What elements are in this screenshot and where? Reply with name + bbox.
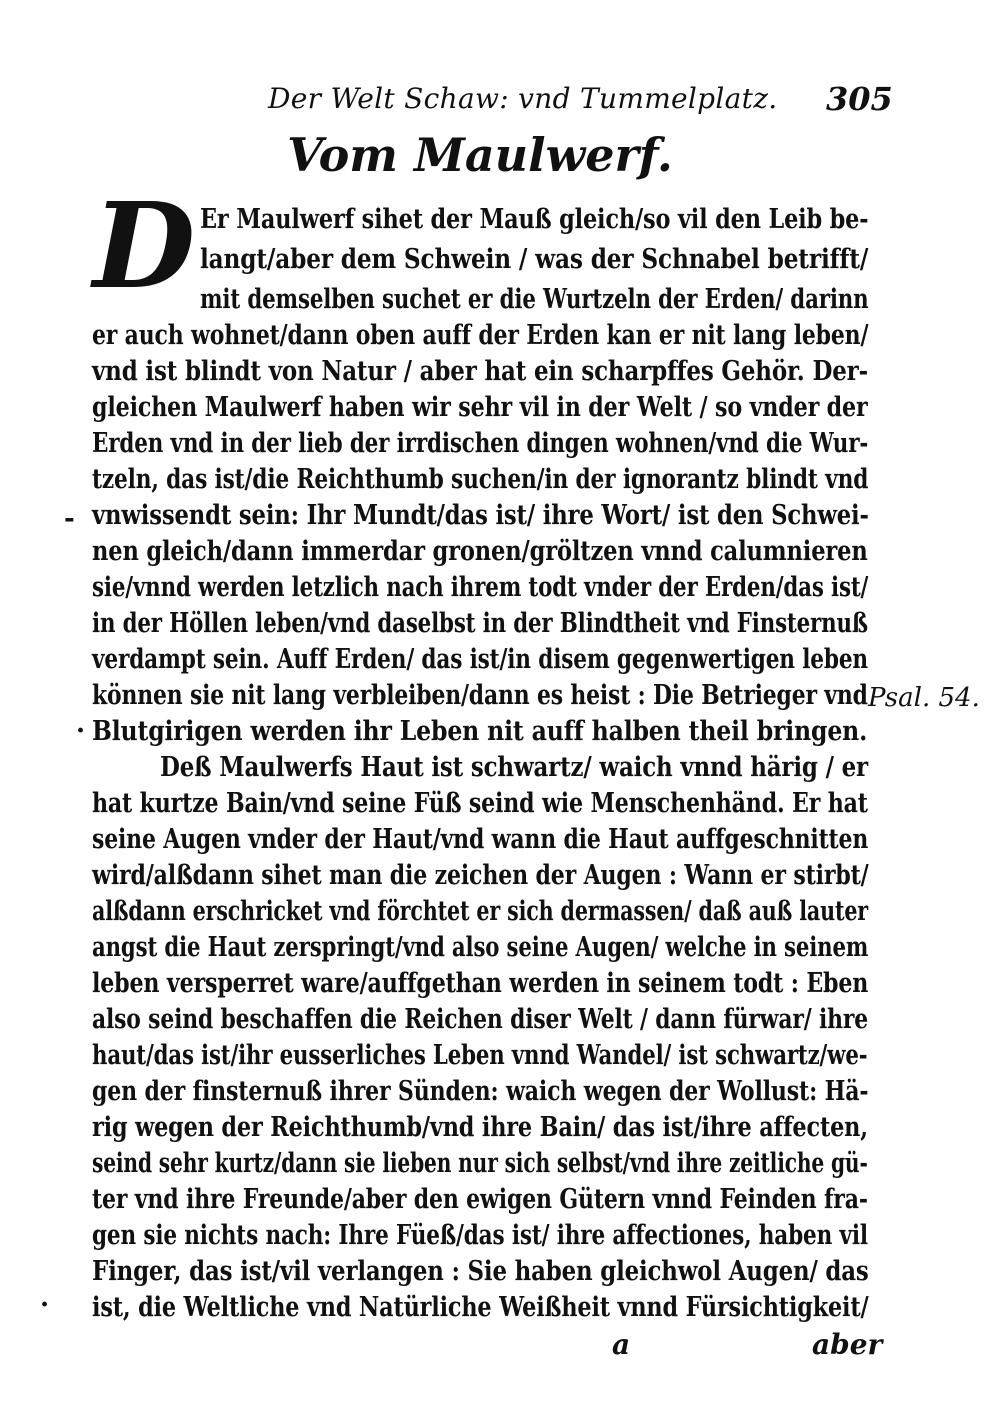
text-line: Erden vnd in der lieb der irrdischen dingen wohnen/vnd die Wur- [92, 427, 869, 459]
text-line: rig wegen der Reichthumb/vnd ihre Bain/ das ist/ihre affecten, [92, 1111, 868, 1143]
text-line: vnd ist blindt von Natur / aber hat ein scharpffes Gehör. Der- [92, 355, 868, 387]
margin-dash-mark: - [64, 504, 75, 534]
catchword: aber [812, 1328, 883, 1361]
chapter-title: Vom Maulwerf. [287, 128, 673, 182]
text-line: seind sehr kurtz/dann sie lieben nur sich selbst/vnd ihre zeitliche gü- [92, 1147, 868, 1179]
text-line: haut/das ist/ihr eusserliches Leben vnnd Wandel/ ist schwartz/we- [92, 1039, 868, 1071]
text-line: leben versperret ware/auffgethan werden in seinem todt : Eben [92, 967, 869, 999]
text-line: mit demselben suchet er die Wurtzeln der Erden/ darinn [200, 283, 869, 315]
text-line: vnwissendt sein: Ihr Mundt/das ist/ ihre Wort/ ist den Schwei- [92, 499, 869, 531]
text-line: Er Maulwerf sihet der Mauß gleich/so vil den Leib be- [200, 203, 869, 235]
drop-cap-initial: D [92, 176, 196, 315]
signature-mark: a [612, 1328, 631, 1361]
text-line: langt/aber dem Schwein / was der Schnabel betrifft/ [200, 243, 869, 275]
text-line: Deß Maulwerfs Haut ist schwartz/ waich vnnd härig / er [160, 751, 868, 783]
text-line: Finger, das ist/vil verlangen : Sie haben gleichwol Augen/ das [92, 1255, 869, 1287]
page-number: 305 [826, 80, 893, 118]
text-line: er auch wohnet/dann oben auff der Erden kan er nit lang leben/ [92, 319, 869, 351]
text-line: Blutgirigen werden ihr Leben nit auff halben theil bringen. [92, 715, 868, 747]
text-line: gleichen Maulwerf haben wir sehr vil in der Welt / so vnder der [92, 391, 868, 423]
text-line: nen gleich/dann immerdar gronen/gröltzen vnnd calumnieren [92, 535, 868, 567]
running-head: Der Welt Schaw: vnd Tummelplatz. [268, 82, 778, 115]
text-line: wird/alßdann sihet man die zeichen der Augen : Wann er stirbt/ [92, 859, 869, 891]
text-line: sie/vnnd werden letzlich nach ihrem todt vnder der Erden/das ist/ [92, 571, 869, 603]
text-line: gen der finsternuß ihrer Sünden: waich wegen der Wollust: Hä- [92, 1075, 869, 1107]
text-line: ist, die Weltliche vnd Natürliche Weißheit vnnd Fürsichtigkeit/ [92, 1291, 869, 1323]
text-line: gen sie nichts nach: Ihre Füeß/das ist/ ihre affectiones, haben vil [92, 1219, 868, 1251]
margin-dot-mark: · [40, 1290, 50, 1320]
text-line: können sie nit lang verbleiben/dann es heist : Die Betrieger vnd [92, 679, 868, 711]
text-line: also seind beschaffen die Reichen diser Welt / dann fürwar/ ihre [92, 1003, 868, 1035]
text-line: hat kurtze Bain/vnd seine Füß seind wie Menschenhänd. Er hat [92, 787, 868, 819]
text-line: tzeln, das ist/die Reichthumb suchen/in der ignorantz blindt vnd [92, 463, 869, 495]
text-line: angst die Haut zerspringt/vnd also seine Augen/ welche in seinem [92, 931, 869, 963]
text-line: alßdann erschricket vnd förchtet er sich dermassen/ daß auß lauter [92, 895, 869, 927]
margin-note-scripture-reference: Psal. 54. [868, 683, 980, 713]
text-line: verdampt sein. Auff Erden/ das ist/in disem gegenwertigen leben [92, 643, 868, 675]
text-line: seine Augen vnder der Haut/vnd wann die Haut auffgeschnitten [92, 823, 869, 855]
text-line: ter vnd ihre Freunde/aber den ewigen Gütern vnnd Feinden fra- [92, 1183, 868, 1215]
text-line: in der Höllen leben/vnd daselbst in der Blindtheit vnd Finsternuß [92, 607, 868, 639]
margin-dot-mark: · [76, 716, 86, 746]
